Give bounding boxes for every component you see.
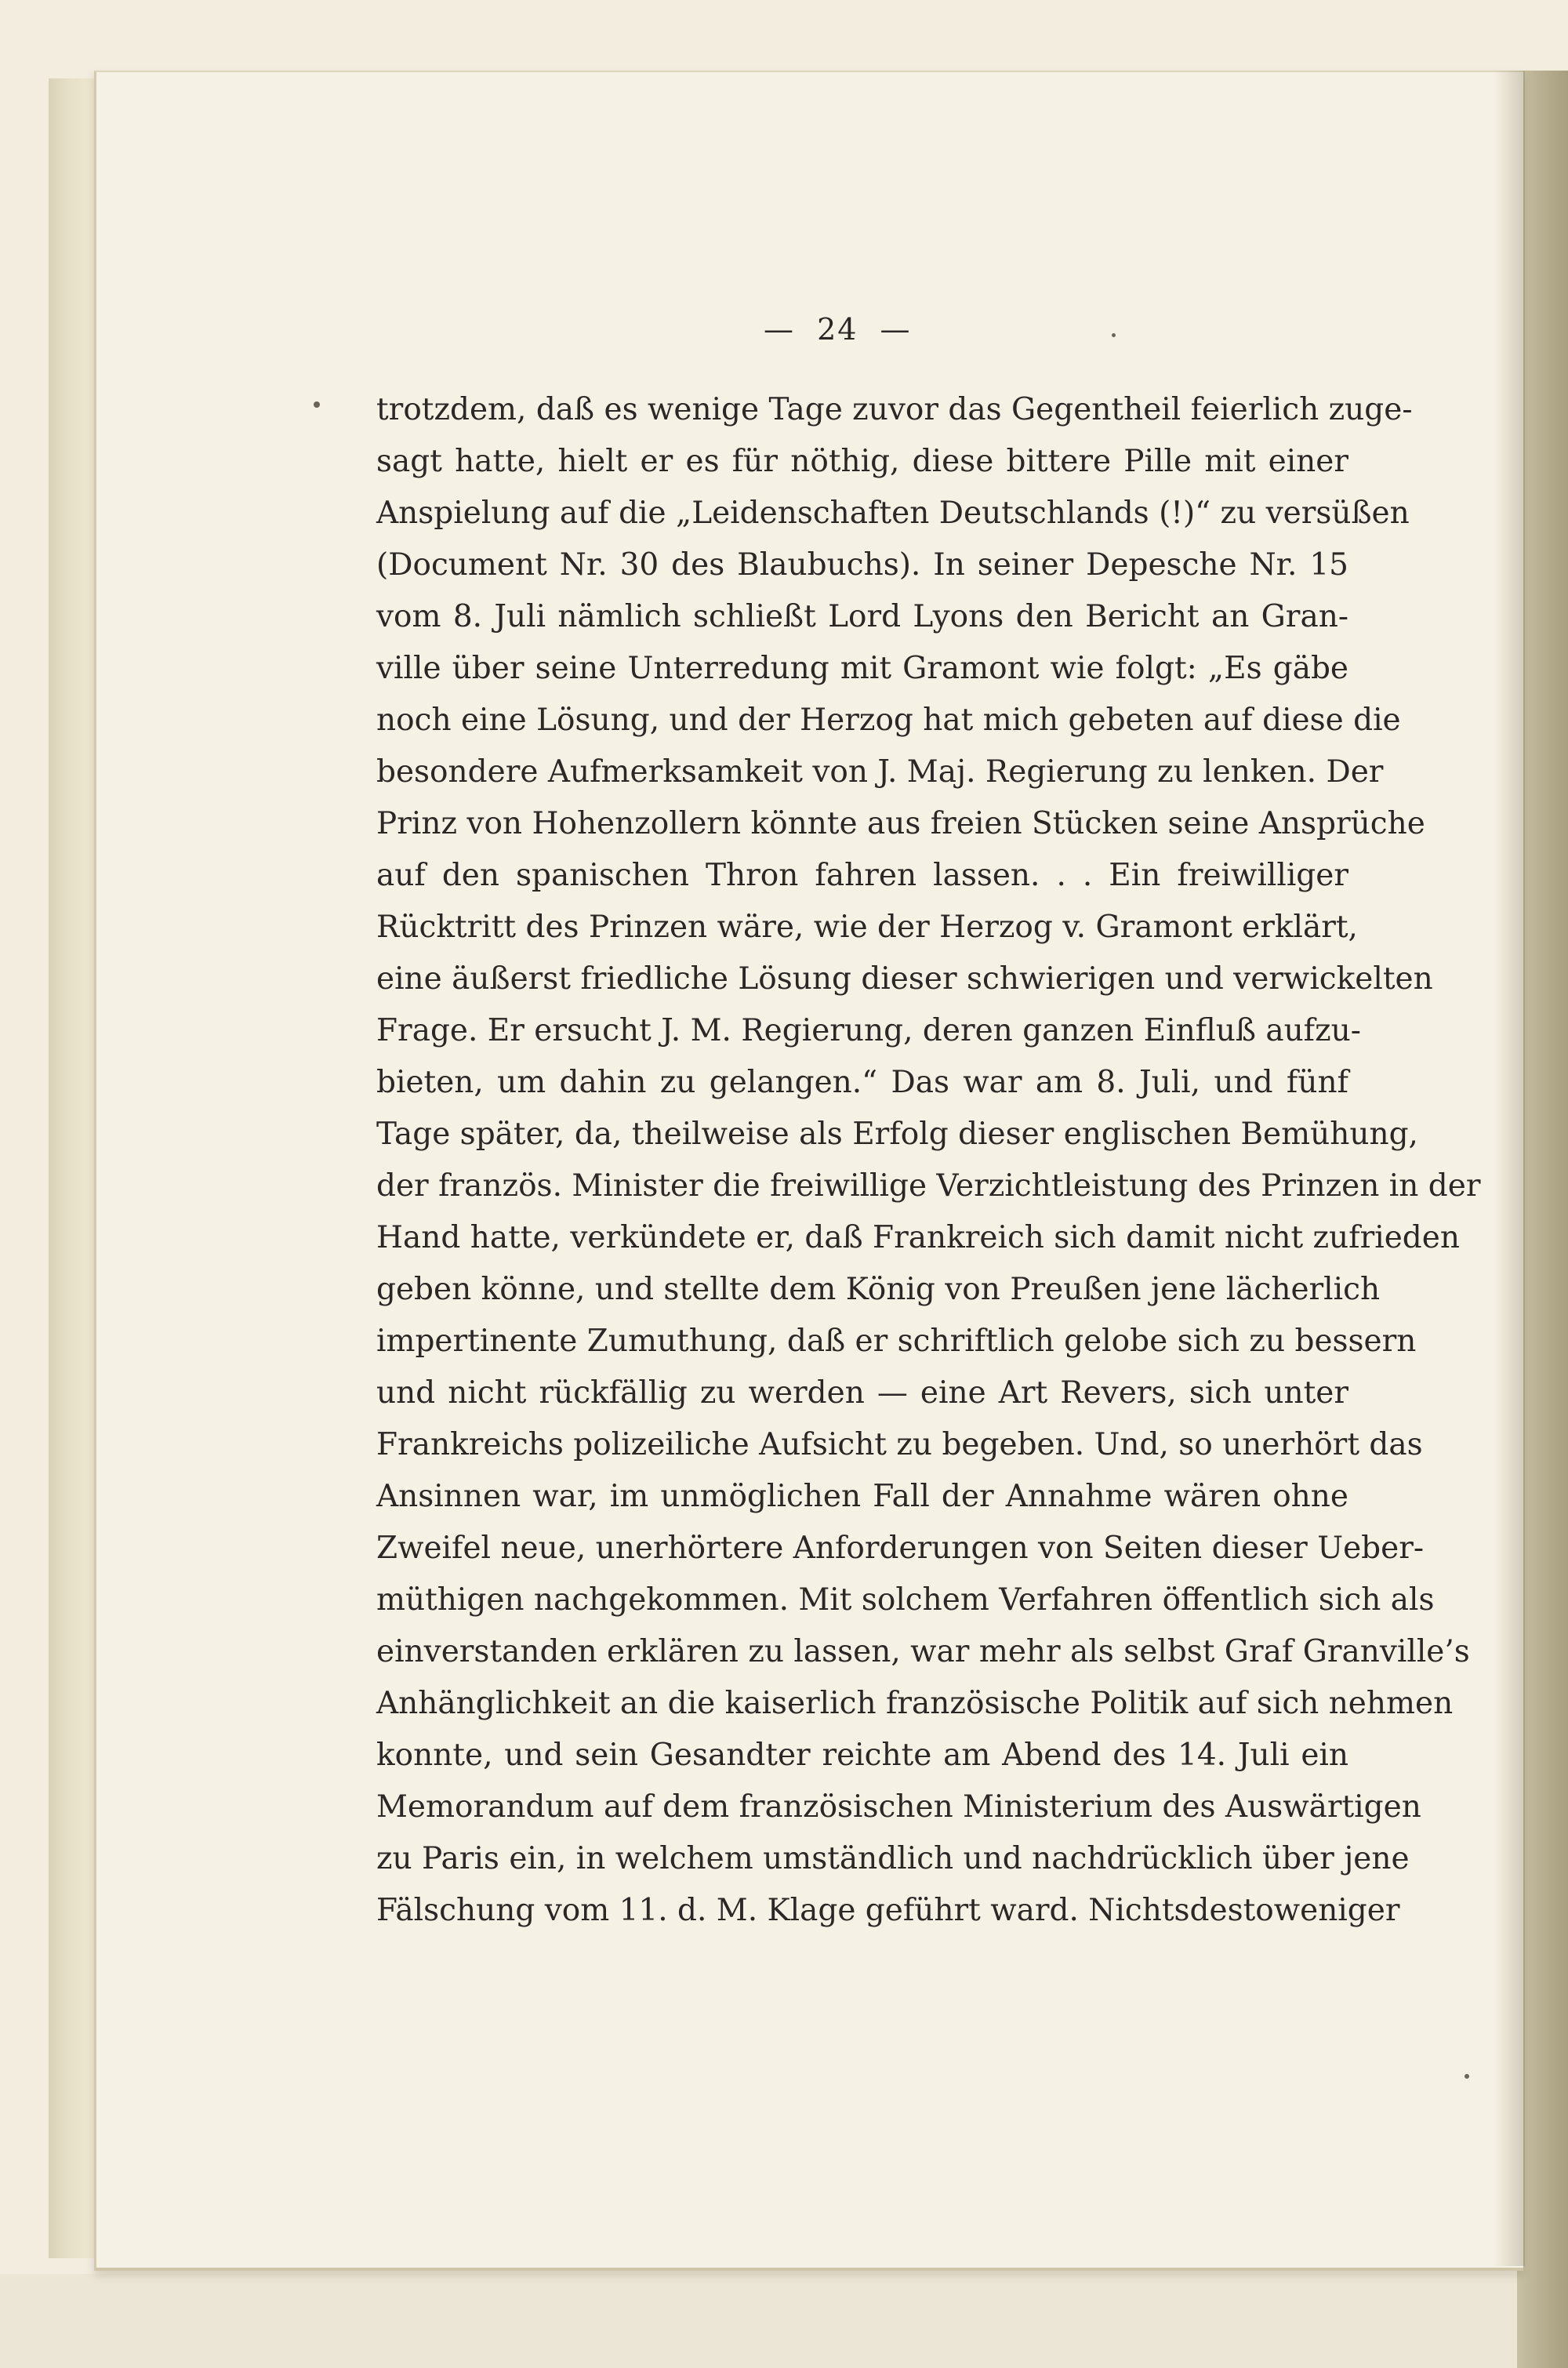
text-line: besondere Aufmerksamkeit von J. Maj. Regierung zu lenken. Der xyxy=(376,754,1384,790)
page-number: 24 xyxy=(817,312,858,347)
paper-speck xyxy=(314,401,320,408)
paper-speck xyxy=(1112,333,1116,337)
text-line: ville über seine Unterredung mit Gramont wie folgt: „Es gäbe xyxy=(376,651,1348,686)
text-line: Rücktritt des Prinzen wäre, wie der Herzog v. Gramont erklärt, xyxy=(376,910,1358,945)
text-line: bieten, um dahin zu gelangen.“ Das war am 8. Juli, und fünf xyxy=(376,1065,1348,1100)
text-line: Hand hatte, verkündete er, daß Frankreich sich damit nicht zufrieden xyxy=(376,1220,1460,1255)
text-line: Ansinnen war, im unmöglichen Fall der Annahme wären ohne xyxy=(376,1479,1348,1514)
text-line: sagt hatte, hielt er es für nöthig, diese bittere Pille mit einer xyxy=(376,444,1348,479)
text-line: trotzdem, daß es wenige Tage zuvor das Gegentheil feierlich zuge- xyxy=(376,392,1413,427)
text-line: Frankreichs polizeiliche Aufsicht zu begeben. Und, so unerhört das xyxy=(376,1427,1423,1462)
gutter-shadow xyxy=(1494,71,1525,2266)
text-line: müthigen nachgekommen. Mit solchem Verfahren öffentlich sich als xyxy=(376,1582,1435,1618)
text-line: zu Paris ein, in welchem umständlich und nachdrücklich über jene xyxy=(376,1841,1410,1876)
text-line: noch eine Lösung, und der Herzog hat mich gebeten auf diese die xyxy=(376,703,1401,738)
text-line: Anhänglichkeit an die kaiserlich französische Politik auf sich nehmen xyxy=(376,1686,1454,1721)
text-line: Fälschung vom 11. d. M. Klage geführt ward. Nichtsdestoweniger xyxy=(376,1893,1400,1928)
text-line: geben könne, und stellte dem König von Preußen jene lächerlich xyxy=(376,1272,1381,1307)
text-line: Anspielung auf die „Leidenschaften Deutschlands (!)“ zu versüßen xyxy=(376,496,1410,531)
page-number-header xyxy=(753,312,988,347)
text-line: Tage später, da, theilweise als Erfolg dieser englischen Bemühung, xyxy=(376,1117,1418,1152)
text-line: und nicht rückfällig zu werden — eine Art Revers, sich unter xyxy=(376,1375,1348,1411)
body-text xyxy=(376,384,1481,1937)
text-line: Frage. Er ersucht J. M. Regierung, deren ganzen Einfluß aufzu- xyxy=(376,1013,1361,1048)
text-line: der französ. Minister die freiwillige Verzichtleistung des Prinzen in der xyxy=(376,1168,1481,1204)
text-line: eine äußerst friedliche Lösung dieser schwierigen und verwickelten xyxy=(376,961,1433,997)
paper-speck xyxy=(1465,2074,1469,2079)
text-line: einverstanden erklären zu lassen, war mehr als selbst Graf Granville’s xyxy=(376,1634,1470,1669)
page-number-dash-right: — xyxy=(880,312,912,347)
scan-bottom-strip xyxy=(0,2274,1568,2368)
text-line: vom 8. Juli nämlich schließt Lord Lyons den Bericht an Gran- xyxy=(376,599,1348,634)
text-line: (Document Nr. 30 des Blaubuchs). In seiner Depesche Nr. 15 xyxy=(376,547,1348,583)
page-number-dash-left: — xyxy=(764,312,795,347)
text-line: impertinente Zumuthung, daß er schriftlich gelobe sich zu bessern xyxy=(376,1324,1417,1359)
text-line: auf den spanischen Thron fahren lassen. . . Ein freiwilliger xyxy=(376,858,1348,893)
text-line: Zweifel neue, unerhörtere Anforderungen von Seiten dieser Ueber- xyxy=(376,1531,1425,1566)
text-line: Prinz von Hohenzollern könnte aus freien Stücken seine Ansprüche xyxy=(376,806,1425,841)
text-line: Memorandum auf dem französischen Ministerium des Auswärtigen xyxy=(376,1789,1421,1825)
text-line: konnte, und sein Gesandter reichte am Abend des 14. Juli ein xyxy=(376,1738,1348,1773)
